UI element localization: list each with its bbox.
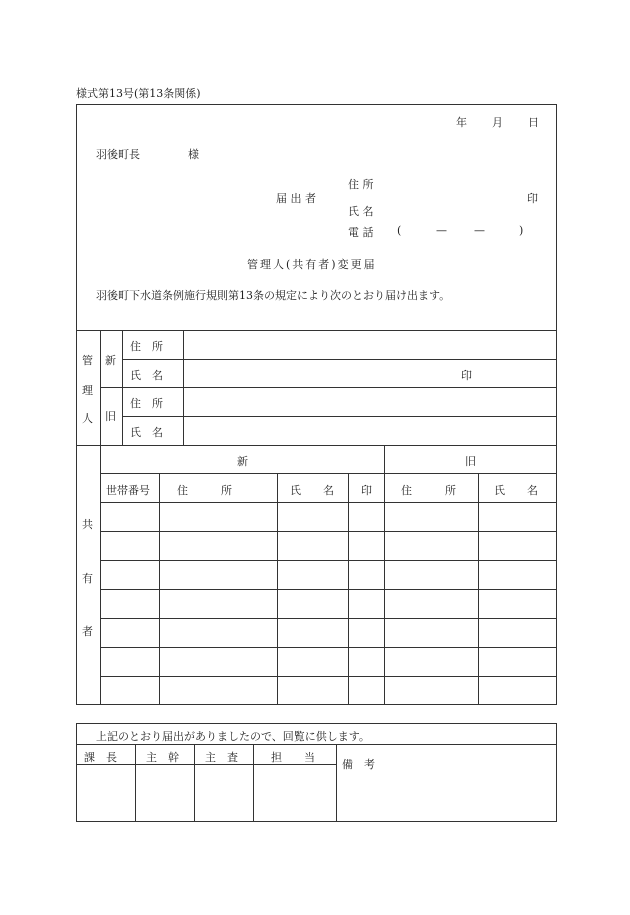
coowner-old-header: 旧	[465, 455, 476, 468]
divider-line	[76, 744, 557, 745]
divider-line	[253, 744, 254, 822]
manager-label-char: 理	[82, 384, 93, 397]
col-new-name: 氏 名	[290, 484, 334, 497]
divider-line	[100, 647, 557, 648]
divider-line	[384, 445, 385, 705]
applicant-name-label: 氏 名	[348, 205, 374, 218]
divider-line	[100, 560, 557, 561]
divider-line	[194, 744, 195, 822]
col-old-address: 住 所	[401, 484, 456, 497]
form-number-label: 様式第13号(第13条関係)	[76, 87, 201, 100]
phone-dash-1: —	[436, 224, 447, 237]
review-text: 上記のとおり届出がありましたので、回覧に供します。	[96, 730, 370, 743]
phone-dash-2: —	[474, 224, 485, 237]
divider-line	[100, 676, 557, 677]
addressee-honorific: 様	[188, 148, 199, 161]
col-seal: 印	[361, 484, 372, 497]
phone-open-paren: (	[397, 224, 402, 237]
document-title: 管理人(共有者)変更届	[247, 258, 377, 271]
manager-seal: 印	[461, 369, 472, 382]
manager-new-label: 新	[105, 354, 116, 367]
body-text: 羽後町下水道条例施行規則第13条の規定により次のとおり届け出ます。	[96, 289, 451, 302]
divider-line	[100, 445, 101, 705]
coowner-label-char: 共	[82, 518, 93, 531]
divider-line	[100, 618, 557, 619]
divider-line	[100, 589, 557, 590]
coowner-new-header: 新	[237, 455, 248, 468]
day-label: 日	[528, 116, 539, 129]
manager-old-name-label: 氏 名	[130, 426, 163, 439]
applicant-seal: 印	[527, 192, 538, 205]
divider-line	[76, 330, 557, 331]
divider-line	[135, 744, 136, 822]
manager-old-address-label: 住 所	[130, 397, 163, 410]
phone-label: 電 話	[348, 226, 374, 239]
stamp-col-director: 主 幹	[146, 751, 179, 764]
coowner-label-char: 者	[82, 625, 93, 638]
divider-line	[122, 359, 557, 360]
phone-close-paren: )	[519, 224, 524, 237]
divider-line	[100, 502, 557, 503]
manager-new-name-label: 氏 名	[130, 369, 163, 382]
stamp-col-chief: 課 長	[84, 751, 117, 764]
divider-line	[100, 531, 557, 532]
col-household-number: 世帯番号	[106, 484, 150, 497]
stamp-col-staff: 担 当	[271, 751, 315, 764]
divider-line	[336, 744, 337, 822]
applicant-address-label: 住 所	[348, 178, 374, 191]
col-new-address: 住 所	[177, 484, 232, 497]
manager-old-label: 旧	[105, 410, 116, 423]
remarks-label: 備 考	[342, 758, 375, 771]
col-old-name: 氏 名	[494, 484, 538, 497]
year-label: 年	[456, 116, 467, 129]
month-label: 月	[492, 116, 503, 129]
manager-new-address-label: 住 所	[130, 340, 163, 353]
applicant-label: 届 出 者	[276, 192, 316, 205]
addressee: 羽後町長	[96, 148, 140, 161]
divider-line	[122, 416, 557, 417]
divider-line	[100, 473, 557, 474]
manager-label-char: 管	[82, 354, 93, 367]
manager-label-char: 人	[82, 412, 93, 425]
coowner-label-char: 有	[82, 572, 93, 585]
divider-line	[100, 387, 557, 388]
divider-line	[76, 445, 557, 446]
stamp-col-inspector: 主 査	[205, 751, 238, 764]
